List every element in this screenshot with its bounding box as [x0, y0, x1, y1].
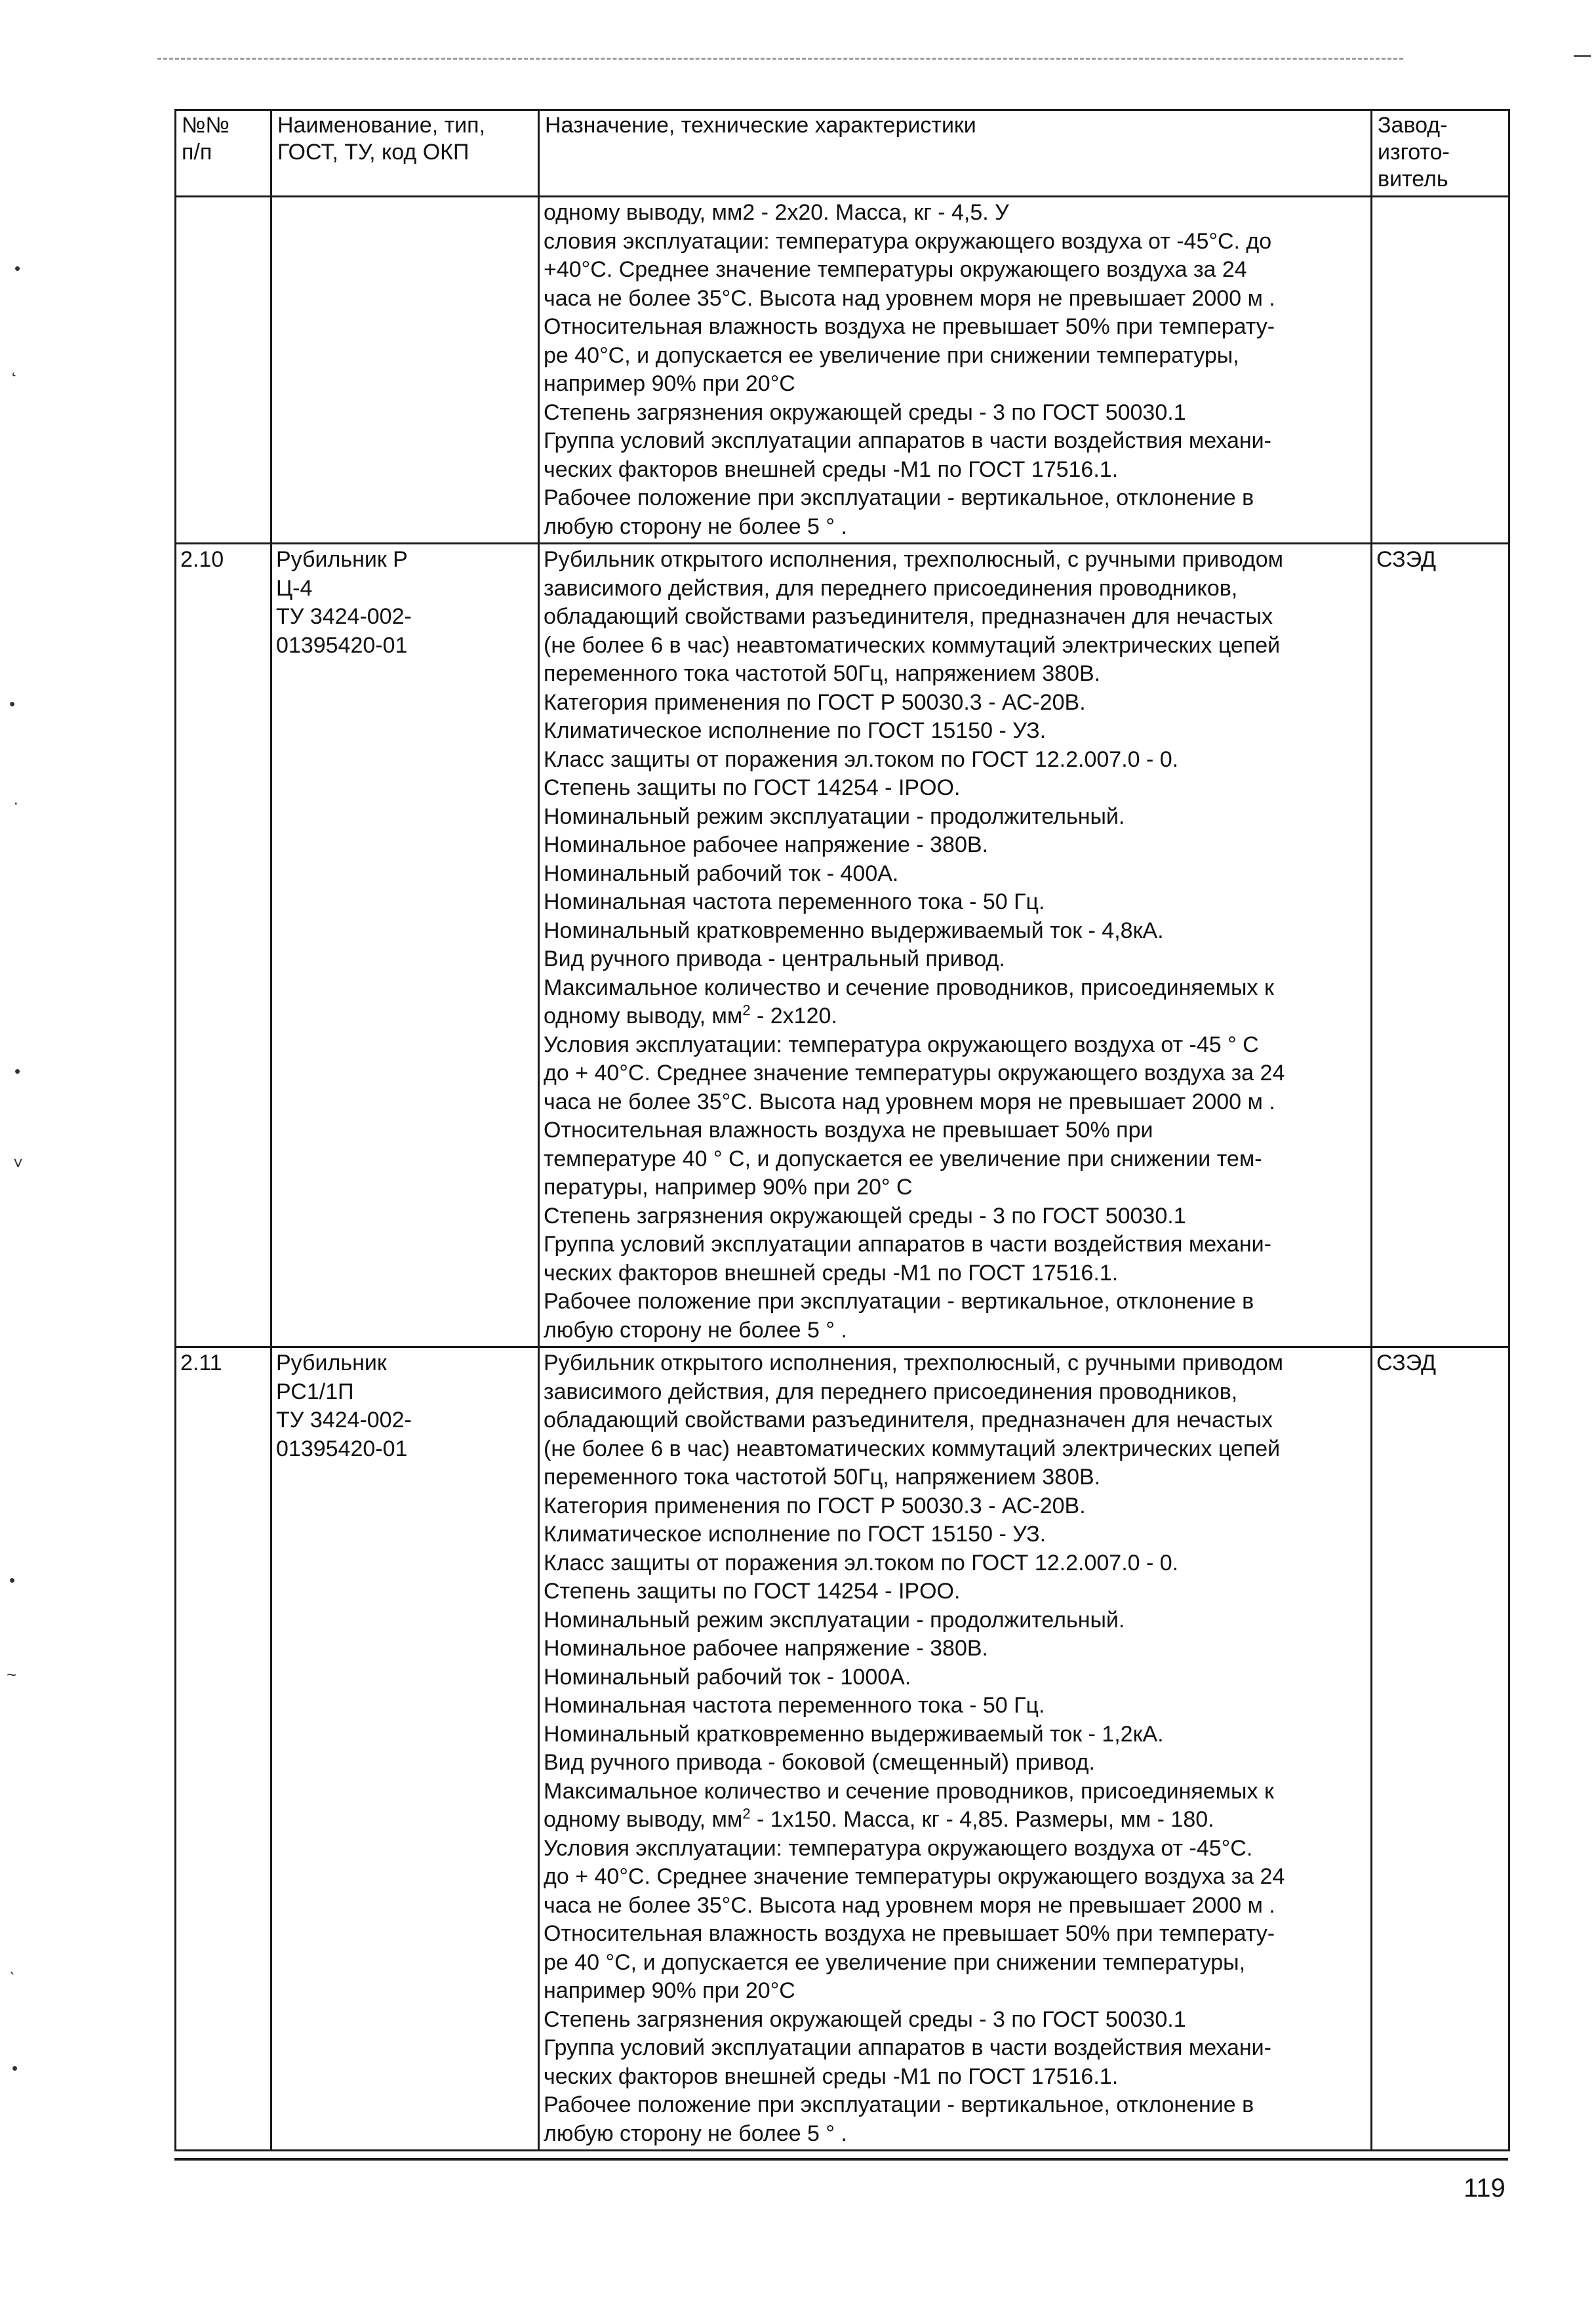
- desc-line: температуре 40 ° С, и допускается ее увеличение при снижении тем-: [544, 1146, 1262, 1171]
- table-row: [176, 544, 1509, 1347]
- desc-line: Степень защиты по ГОСТ 14254 - IPOO.: [544, 1579, 961, 1604]
- desc-line: одному выводу, мм2 - 2х20. Масса, кг - 4,5. У: [544, 200, 1009, 225]
- scan-speck: •: [12, 2058, 18, 2078]
- desc-line: Номинальная частота переменного тока - 50 Гц.: [544, 889, 1045, 914]
- name-line: Рубильник Р: [276, 547, 408, 572]
- name-line: ТУ 3424-002-: [276, 1408, 412, 1433]
- desc-line: (не более 6 в час) неавтоматических коммутаций электрических цепей: [544, 632, 1281, 658]
- desc-line: Номинальное рабочее напряжение - 380В.: [544, 1636, 988, 1661]
- desc-line: до + 40°С. Среднее значение температуры окружающего воздуха за 24: [544, 1061, 1285, 1086]
- table-header-row: [176, 110, 1509, 197]
- desc-line: до + 40°С. Среднее значение температуры окружающего воздуха за 24: [544, 1864, 1285, 1889]
- desc-line: любую сторону не более 5 ° .: [544, 514, 847, 539]
- desc-line: Группа условий эксплуатации аппаратов в части воздействия механи-: [544, 2035, 1271, 2060]
- desc-line: Относительная влажность воздуха не превышает 50% при: [544, 1118, 1153, 1143]
- scan-edge-mark: [1574, 55, 1591, 57]
- desc-line: Рубильник открытого исполнения, трехполюсный, с ручными приводом: [544, 1351, 1284, 1375]
- sup-line-after: - 2х120.: [750, 1004, 837, 1028]
- desc-line: Максимальное количество и сечение проводников, присоединяемых к: [544, 975, 1274, 1000]
- desc-line: (не более 6 в час) неавтоматических коммутаций электрических цепей: [544, 1436, 1281, 1461]
- desc-line: Номинальный кратковременно выдерживаемый ток - 4,8кА.: [544, 918, 1164, 943]
- desc-line: Номинальный режим эксплуатации - продолжительный.: [544, 803, 1125, 829]
- desc-line: Максимальное количество и сечение проводников, присоединяемых к: [544, 1778, 1274, 1804]
- scan-speck: •: [9, 1570, 16, 1590]
- desc-line: Номинальный рабочий ток - 1000А.: [544, 1664, 911, 1690]
- superscript: 2: [742, 1805, 751, 1822]
- header-number: №№ п/п: [176, 110, 271, 197]
- specification-table: [174, 109, 1510, 2151]
- desc-line: Класс защиты от поражения эл.током по ГОСТ 12.2.007.0 - 0.: [544, 1550, 1179, 1575]
- cell-manufacturer-empty: [1372, 197, 1509, 544]
- desc-line: Класс защиты от поражения эл.током по ГОСТ 12.2.007.0 - 0.: [544, 746, 1179, 772]
- desc-line: например 90% при 20°С: [544, 1978, 795, 2003]
- name-line: 01395420-01: [276, 632, 408, 658]
- desc-line: часа не более 35°С. Высота над уровнем моря не превышает 2000 м .: [544, 285, 1275, 311]
- desc-line: Категория применения по ГОСТ Р 50030.3 - АС-20В.: [544, 689, 1086, 715]
- desc-line: переменного тока частотой 50Гц, напряжением 380В.: [544, 661, 1101, 686]
- continuation-description: [539, 197, 1372, 544]
- desc-line: Относительная влажность воздуха не превышает 50% при температу-: [544, 314, 1275, 339]
- sup-line-before: одному выводу, мм: [544, 1807, 743, 1832]
- manufacturer: СЗЭД: [1372, 544, 1509, 1347]
- desc-line: Номинальный рабочий ток - 400А.: [544, 861, 899, 886]
- desc-line: обладающий свойствами разъединителя, предназначен для нечастых: [544, 604, 1273, 629]
- desc-line: Степень защиты по ГОСТ 14254 - IPOO.: [544, 775, 961, 800]
- header-manufacturer: Завод- изгото- витель: [1372, 110, 1509, 197]
- desc-line: Номинальная частота переменного тока - 50 Гц.: [544, 1693, 1045, 1718]
- desc-line: Степень загрязнения окружающей среды - 3 по ГОСТ 50030.1: [544, 399, 1186, 425]
- desc-line: Климатическое исполнение по ГОСТ 15150 - УЗ.: [544, 718, 1047, 743]
- desc-line: Номинальный режим эксплуатации - продолжительный.: [544, 1607, 1125, 1633]
- continuation-row: [176, 197, 1509, 544]
- desc-line: Номинальный кратковременно выдерживаемый ток - 1,2кА.: [544, 1721, 1164, 1747]
- item-name: [271, 1347, 539, 2151]
- desc-line: Группа условий эксплуатации аппаратов в части воздействия механи-: [544, 1232, 1271, 1257]
- desc-line: Степень загрязнения окружающей среды - 3 по ГОСТ 50030.1: [544, 1203, 1186, 1229]
- desc-line-with-superscript: [544, 1806, 1367, 1835]
- desc-line: Категория применения по ГОСТ Р 50030.3 - АС-20В.: [544, 1493, 1086, 1518]
- item-description: [539, 1347, 1372, 2151]
- desc-line: любую сторону не более 5 ° .: [544, 2121, 847, 2146]
- desc-line: Рабочее положение при эксплуатации - вертикальное, отклонение в: [544, 2092, 1254, 2117]
- desc-line: Рабочее положение при эксплуатации - вертикальное, отклонение в: [544, 485, 1254, 510]
- header-description: Назначение, технические характеристики: [539, 110, 1372, 197]
- cell-name-empty: [271, 197, 539, 544]
- scan-speck: •: [9, 694, 16, 714]
- desc-line: ческих факторов внешней среды -М1 по ГОСТ 17516.1.: [544, 457, 1119, 482]
- desc-line-with-superscript: [544, 1002, 1367, 1031]
- row-number: 2.10: [176, 544, 271, 1347]
- desc-line: Условия эксплуатации: температура окружающего воздуха от -45 ° С: [544, 1032, 1259, 1057]
- desc-line: +40°С. Среднее значение температуры окружающего воздуха за 24: [544, 257, 1247, 282]
- desc-line: словия эксплуатации: температура окружающего воздуха от -45°С. до: [544, 228, 1272, 254]
- header-name: Наименование, тип, ГОСТ, ТУ, код ОКП: [271, 110, 539, 197]
- scan-speck: •: [14, 1061, 21, 1081]
- page-number: 119: [1464, 2174, 1506, 2203]
- desc-line: Климатическое исполнение по ГОСТ 15150 - УЗ.: [544, 1522, 1047, 1547]
- desc-line: часа не более 35°С. Высота над уровнем моря не превышает 2000 м .: [544, 1089, 1275, 1114]
- desc-line: Степень загрязнения окружающей среды - 3 по ГОСТ 50030.1: [544, 2006, 1186, 2032]
- desc-line: ре 40 °С, и допускается ее увеличение при снижении температуры,: [544, 1949, 1246, 1975]
- desc-line: ческих факторов внешней среды -М1 по ГОСТ 17516.1.: [544, 1260, 1119, 1286]
- desc-line: ре 40°С, и допускается ее увеличение при снижении температуры,: [544, 342, 1239, 368]
- name-line: 01395420-01: [276, 1436, 408, 1461]
- cell-number-empty: [176, 197, 271, 544]
- name-line: Рубильник: [276, 1351, 387, 1375]
- desc-line: Рубильник открытого исполнения, трехполюсный, с ручными приводом: [544, 547, 1284, 572]
- desc-line: пературы, например 90% при 20° С: [544, 1175, 913, 1200]
- row-number: 2.11: [176, 1347, 271, 2151]
- sup-line-before: одному выводу, мм: [544, 1004, 743, 1028]
- table-row: [176, 1347, 1509, 2151]
- desc-line: зависимого действия, для переднего присоединения проводников,: [544, 575, 1238, 601]
- scan-speck: ·: [13, 792, 19, 812]
- scan-speck: ˅: [13, 1153, 24, 1173]
- scan-speck: •: [14, 258, 21, 278]
- name-line: ТУ 3424-002-: [276, 604, 412, 629]
- desc-line: Рабочее положение при эксплуатации - вертикальное, отклонение в: [544, 1289, 1254, 1314]
- desc-line: Относительная влажность воздуха не превышает 50% при температу-: [544, 1921, 1275, 1946]
- item-description: [539, 544, 1372, 1347]
- desc-line: обладающий свойствами разъединителя, предназначен для нечастых: [544, 1408, 1273, 1433]
- scan-speck: ˴: [9, 1961, 15, 1981]
- desc-line: Условия эксплуатации: температура окружающего воздуха от -45°С.: [544, 1835, 1253, 1861]
- name-line: РС1/1П: [276, 1379, 354, 1404]
- manufacturer: СЗЭД: [1372, 1347, 1509, 2151]
- desc-line: часа не более 35°С. Высота над уровнем моря не превышает 2000 м .: [544, 1892, 1275, 1918]
- superscript: 2: [742, 1002, 751, 1019]
- desc-line: зависимого действия, для переднего присоединения проводников,: [544, 1379, 1238, 1404]
- scan-header-dashes: [157, 58, 1403, 60]
- sup-line-after: - 1х150. Масса, кг - 4,85. Размеры, мм - 180.: [750, 1807, 1214, 1832]
- desc-line: например 90% при 20°С: [544, 371, 795, 396]
- item-name: [271, 544, 539, 1347]
- desc-line: Группа условий эксплуатации аппаратов в части воздействия механи-: [544, 428, 1271, 453]
- desc-line: Вид ручного привода - боковой (смещенный) привод.: [544, 1750, 1095, 1775]
- desc-line: Вид ручного привода - центральный привод.: [544, 946, 1005, 971]
- table-bottom-rule: [174, 2158, 1508, 2161]
- scan-speck: ˛: [12, 357, 18, 376]
- desc-line: переменного тока частотой 50Гц, напряжением 380В.: [544, 1465, 1101, 1490]
- desc-line: Номинальное рабочее напряжение - 380В.: [544, 832, 988, 857]
- desc-line: ческих факторов внешней среды -М1 по ГОСТ 17516.1.: [544, 2063, 1119, 2089]
- desc-line: любую сторону не более 5 ° .: [544, 1317, 847, 1343]
- scan-speck: ~: [7, 1665, 17, 1684]
- name-line: Ц-4: [276, 575, 313, 601]
